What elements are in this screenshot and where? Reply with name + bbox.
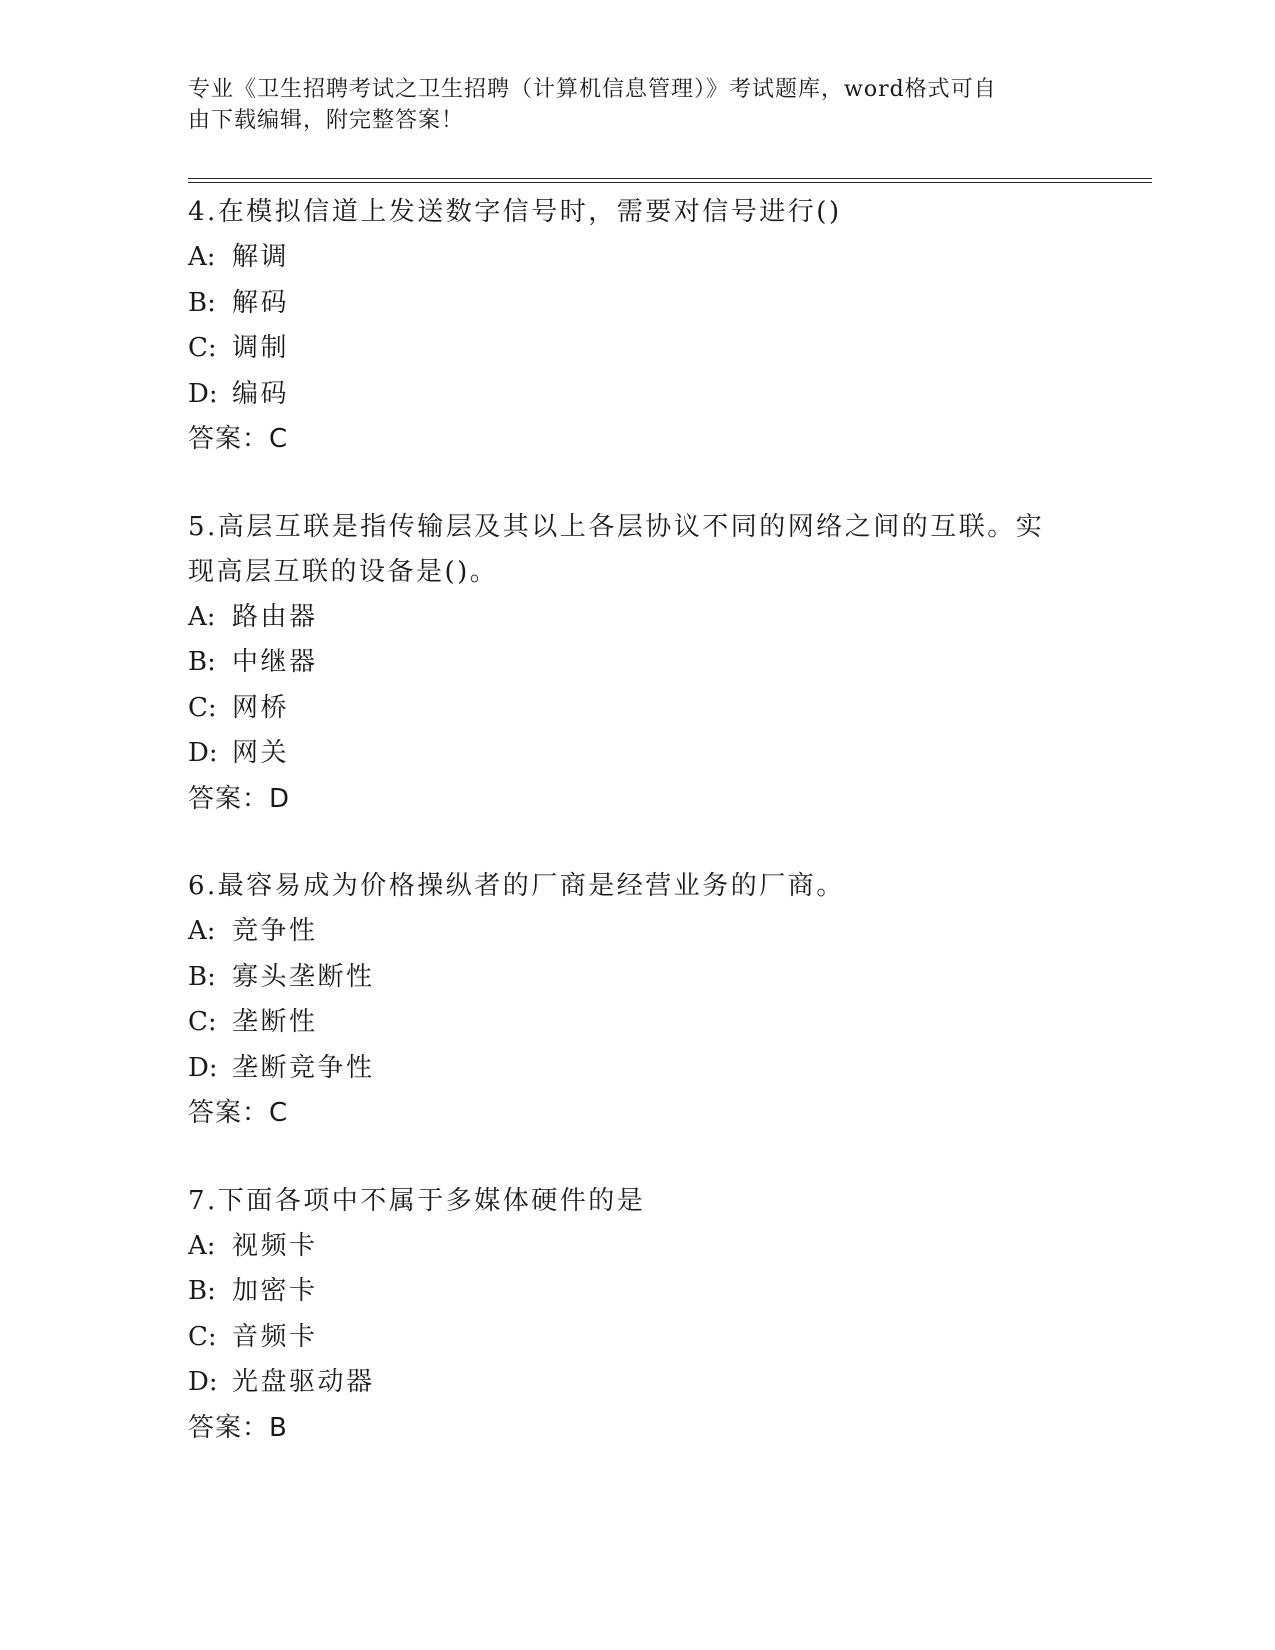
option-key: D: xyxy=(188,1367,218,1397)
option-text: 竞争性 xyxy=(232,916,318,946)
header-divider-bottom xyxy=(188,182,1152,183)
option-key: D: xyxy=(188,378,218,409)
question-stem-line: 5.高层互联是指传输层及其以上各层协议不同的网络之间的互联。实 xyxy=(188,511,1045,542)
option-text: 音频卡 xyxy=(232,1321,318,1352)
question-stem-line: 6.最容易成为价格操纵者的厂商是经营业务的厂商。 xyxy=(188,871,845,901)
answer-label: 答案：D xyxy=(188,783,291,814)
option-key: A: xyxy=(188,601,216,632)
option-d xyxy=(188,1046,1088,1092)
question-6 xyxy=(188,864,1088,1137)
document-header xyxy=(188,74,1068,136)
question-stem-line: 现高层互联的设备是()。 xyxy=(188,556,499,587)
option-d xyxy=(188,731,1088,777)
option-c xyxy=(188,326,1088,372)
option-a xyxy=(188,909,1088,955)
header-line-1: 专业《卫生招聘考试之卫生招聘（计算机信息管理）》考试题库，word格式可自 xyxy=(188,77,997,102)
option-key: B: xyxy=(188,961,216,992)
option-key: C: xyxy=(188,1007,217,1037)
option-b xyxy=(188,955,1088,1001)
answer-label: 答案：C xyxy=(188,424,289,454)
option-text: 解码 xyxy=(232,287,290,318)
option-text: 网关 xyxy=(232,738,290,768)
option-key: B: xyxy=(188,287,216,318)
question-7 xyxy=(188,1179,1088,1452)
option-text: 网桥 xyxy=(232,692,290,723)
option-key: D: xyxy=(188,1052,218,1083)
option-text: 解调 xyxy=(232,242,290,272)
option-d xyxy=(188,1360,1088,1406)
question-stem-line: 4.在模拟信道上发送数字信号时，需要对信号进行() xyxy=(188,197,842,227)
option-key: C: xyxy=(188,333,217,363)
option-b xyxy=(188,281,1088,327)
option-text: 光盘驱动器 xyxy=(232,1367,375,1397)
question-stem xyxy=(188,190,1088,235)
option-a xyxy=(188,1224,1088,1270)
option-d xyxy=(188,372,1088,418)
option-key: D: xyxy=(188,738,218,768)
option-b xyxy=(188,640,1088,686)
question-list xyxy=(188,190,1088,1493)
question-stem xyxy=(188,505,1088,595)
option-key: C: xyxy=(188,1321,217,1352)
question-5 xyxy=(188,505,1088,823)
question-stem-line: 7.下面各项中不属于多媒体硬件的是 xyxy=(188,1185,646,1216)
option-text: 中继器 xyxy=(232,647,318,677)
answer-label: 答案：B xyxy=(188,1412,288,1443)
option-text: 垄断竞争性 xyxy=(232,1052,375,1083)
option-key: B: xyxy=(188,647,216,677)
header-divider-top xyxy=(188,178,1152,179)
option-key: C: xyxy=(188,692,217,723)
answer-label: 答案：C xyxy=(188,1098,289,1128)
option-text: 寡头垄断性 xyxy=(232,961,375,992)
option-key: A: xyxy=(188,916,216,946)
option-b xyxy=(188,1269,1088,1315)
option-a xyxy=(188,595,1088,641)
option-text: 调制 xyxy=(232,333,290,363)
header-line-2: 由下载编辑，附完整答案！ xyxy=(188,108,465,133)
question-4 xyxy=(188,190,1088,463)
option-c xyxy=(188,1000,1088,1046)
option-text: 路由器 xyxy=(232,601,318,632)
option-a xyxy=(188,235,1088,281)
option-c xyxy=(188,1315,1088,1361)
question-stem xyxy=(188,864,1088,909)
option-key: B: xyxy=(188,1276,216,1306)
option-key: A: xyxy=(188,1230,216,1261)
question-stem xyxy=(188,1179,1088,1224)
option-c xyxy=(188,686,1088,732)
option-text: 编码 xyxy=(232,378,290,409)
option-text: 加密卡 xyxy=(232,1276,318,1306)
option-key: A: xyxy=(188,242,216,272)
option-text: 视频卡 xyxy=(232,1230,318,1261)
option-text: 垄断性 xyxy=(232,1007,318,1037)
